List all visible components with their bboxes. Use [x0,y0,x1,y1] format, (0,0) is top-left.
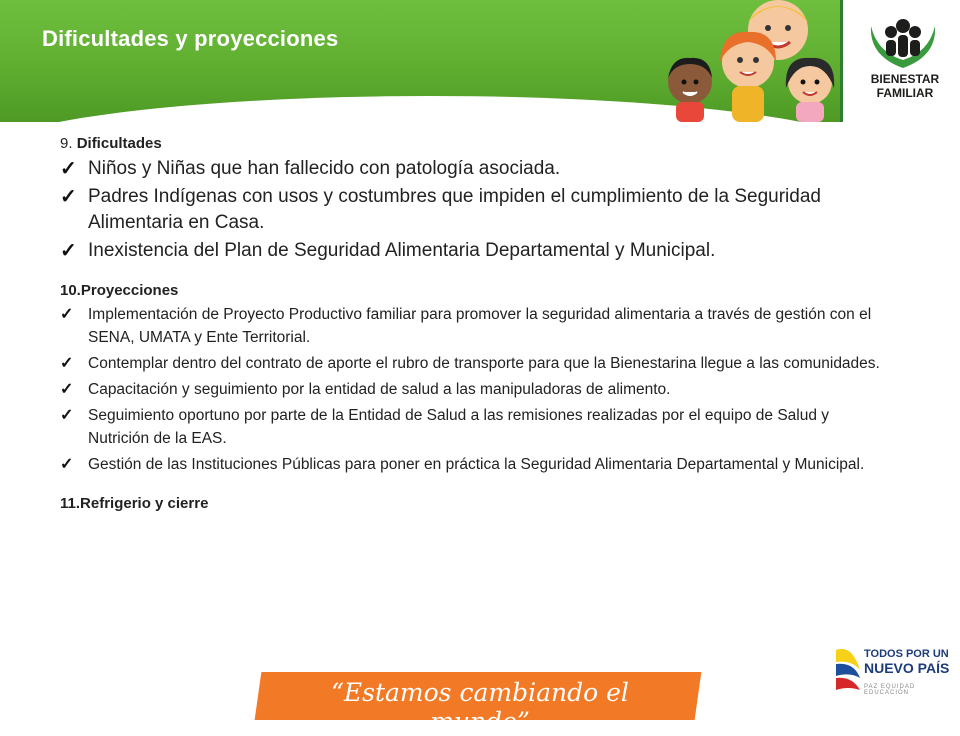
list-item-text: Gestión de las Instituciones Públicas para poner en práctica la Seguridad Alimentaria Departamental y Municipal. [88,456,865,473]
list-item [60,156,880,182]
list-item [60,303,880,349]
list-item-text: Capacitación y seguimiento por la entidad de salud a las manipuladoras de alimento. [88,381,671,398]
section-10-heading [60,282,880,299]
list-item-text: Inexistencia del Plan de Seguridad Alimentaria Departamental y Municipal. [88,240,716,261]
list-item-text: Implementación de Proyecto Productivo familiar para promover la seguridad alimentaria a través de gestión con el SENA, UMATA y Ente Territorial. [88,306,872,346]
section-9-title: Dificultades [76,135,162,152]
gov-line-2: NUEVO PAÍS [864,660,950,676]
family-hands-icon [843,6,960,78]
list-item-text: Niños y Niñas que han fallecido con patología asociada. [88,158,561,179]
list-item-text: Padres Indígenas con usos y costumbres que impiden el cumplimiento de la Seguridad Alimentaria en Casa. [88,186,821,233]
slide-content [60,135,880,516]
list-item-text: Seguimiento oportuno por parte de la Entidad de Salud a las remisiones realizadas por el equipo de Salud y Nutrición de la EAS. [88,407,830,447]
section-9-heading [60,135,880,152]
list-item [60,378,880,401]
logo-line-1: BIENESTAR [870,72,940,86]
section-9-number: 9. [60,135,73,152]
logo-line-2: FAMILIAR [876,86,934,100]
checkmark-icon: ✓ [60,381,74,398]
section-11-heading [60,495,880,512]
gov-line-1: TODOS POR UN [864,648,949,660]
list-item [60,238,880,264]
list-item [60,352,880,375]
bienestar-familiar-logo [840,0,960,122]
checkmark-icon: ✓ [60,407,74,424]
list-item [60,453,880,476]
difficulties-list [60,156,880,264]
checkmark-icon: ✓ [60,456,74,473]
list-item [60,404,880,450]
checkmark-icon: ✓ [60,186,77,208]
list-item [60,184,880,236]
slogan-text: “Estamos cambiando el mundo” [331,678,629,736]
projections-list [60,303,880,476]
logo-label [855,72,955,100]
gov-subtitle: PAZ EQUIDAD EDUCACIÓN [864,684,916,696]
section-10-title: 10.Proyecciones [60,282,179,299]
section-11-title: 11.Refrigerio y cierre [60,495,209,512]
gov-slogan [864,648,949,676]
header-banner [0,0,960,122]
list-item-text: Contemplar dentro del contrato de aporte el rubro de transporte para que la Bienestarina llegue a las comunidades. [88,355,880,372]
checkmark-icon: ✓ [60,158,77,180]
checkmark-icon: ✓ [60,306,74,323]
page-title: Dificultades y proyecciones [42,26,339,51]
checkmark-icon: ✓ [60,240,77,262]
checkmark-icon: ✓ [60,355,74,372]
children-illustration [650,0,835,122]
